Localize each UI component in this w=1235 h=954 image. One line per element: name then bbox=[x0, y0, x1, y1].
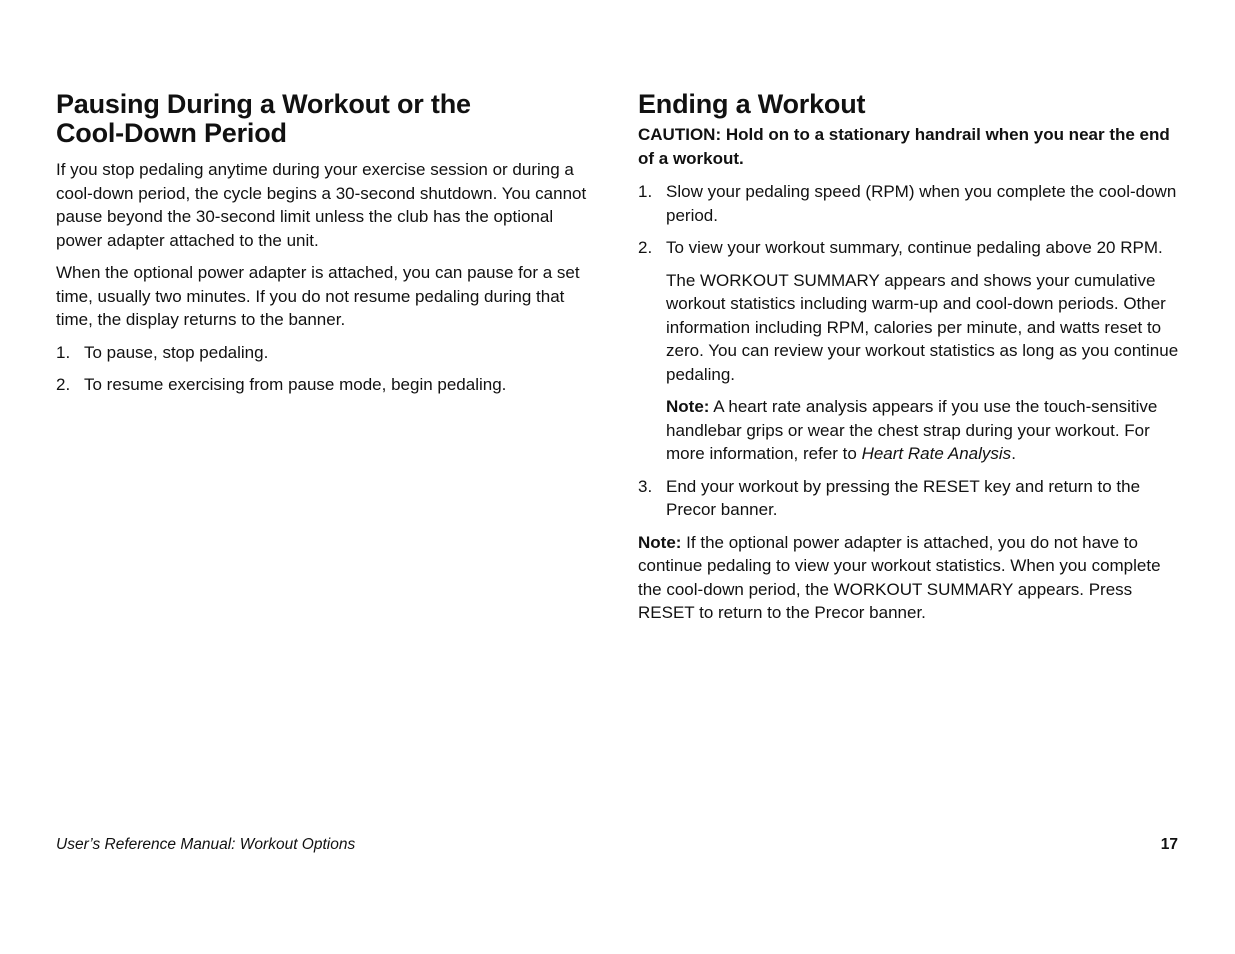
heart-rate-note bbox=[666, 395, 1180, 466]
step-text: To view your workout summary, continue pedaling above 20 RPM. bbox=[666, 238, 1163, 257]
note-text: If the optional power adapter is attached, you do not have to continue pedaling to view your workout statistics. When you complete the cool-down period, the WORKOUT SUMMARY appears. Press RESET to return to the Precor banner. bbox=[638, 532, 1161, 622]
list-item bbox=[56, 341, 596, 365]
power-adapter-paragraph: When the optional power adapter is attached, you can pause for a set time, usually two minutes. If you do not resume pedaling during that time, the display returns to the banner. bbox=[56, 263, 580, 329]
note-text: A heart rate analysis appears if you use the touch-sensitive handlebar grips or wear the chest strap during your workout. For more information, refer to bbox=[666, 397, 1158, 463]
step-number: 2. bbox=[56, 375, 71, 394]
step-text: To resume exercising from pause mode, begin pedaling. bbox=[84, 375, 507, 394]
list-item bbox=[638, 180, 1180, 227]
step-number: 2. bbox=[638, 238, 653, 257]
ending-steps-list bbox=[638, 180, 1180, 260]
heading-line-1: Pausing During a Workout or the bbox=[56, 89, 471, 119]
list-item bbox=[56, 373, 596, 397]
section-heading-pausing bbox=[56, 90, 596, 148]
step-text: End your workout by pressing the RESET key and return to the Precor banner. bbox=[666, 476, 1141, 519]
heading-line-2: Cool-Down Period bbox=[56, 118, 287, 148]
page-number: 17 bbox=[1160, 836, 1178, 853]
power-adapter-note bbox=[638, 531, 1180, 625]
footer-title: User’s Reference Manual: Workout Options bbox=[56, 836, 356, 853]
step-text: Slow your pedaling speed (RPM) when you complete the cool-down period. bbox=[666, 182, 1177, 225]
ending-steps-list-continued bbox=[638, 475, 1180, 522]
step-number: 1. bbox=[56, 342, 71, 362]
right-column bbox=[638, 90, 1180, 634]
step-number: 1. bbox=[638, 182, 653, 201]
list-item bbox=[638, 475, 1180, 522]
cross-reference: Heart Rate Analysis bbox=[861, 444, 1012, 463]
caution-text: CAUTION: Hold on to a stationary handrail when you near the end of a workout. bbox=[638, 125, 1170, 168]
note-end: . bbox=[1011, 444, 1016, 463]
pause-intro-paragraph: If you stop pedaling anytime during your exercise session or during a cool-down period, the cycle begins a 30-second shutdown. You cannot pause beyond the 30-second limit unless the club has the optional power adapter attached to the unit. bbox=[56, 160, 587, 250]
workout-summary-description: The WORKOUT SUMMARY appears and shows your cumulative workout statistics including warm-up and cool-down periods. Other information including RPM, calories per minute, and watts reset to zero. You can review your workout statistics as long as you continue pedaling. bbox=[666, 270, 1179, 384]
step-text: To pause, stop pedaling. bbox=[84, 342, 269, 362]
list-item bbox=[638, 236, 1180, 260]
section-heading-ending: Ending a Workout bbox=[638, 89, 866, 119]
left-column bbox=[56, 90, 596, 406]
pause-steps-list bbox=[56, 341, 596, 397]
note-label: Note: bbox=[638, 532, 682, 552]
step-number: 3. bbox=[638, 476, 653, 496]
note-label: Note: bbox=[666, 397, 710, 416]
